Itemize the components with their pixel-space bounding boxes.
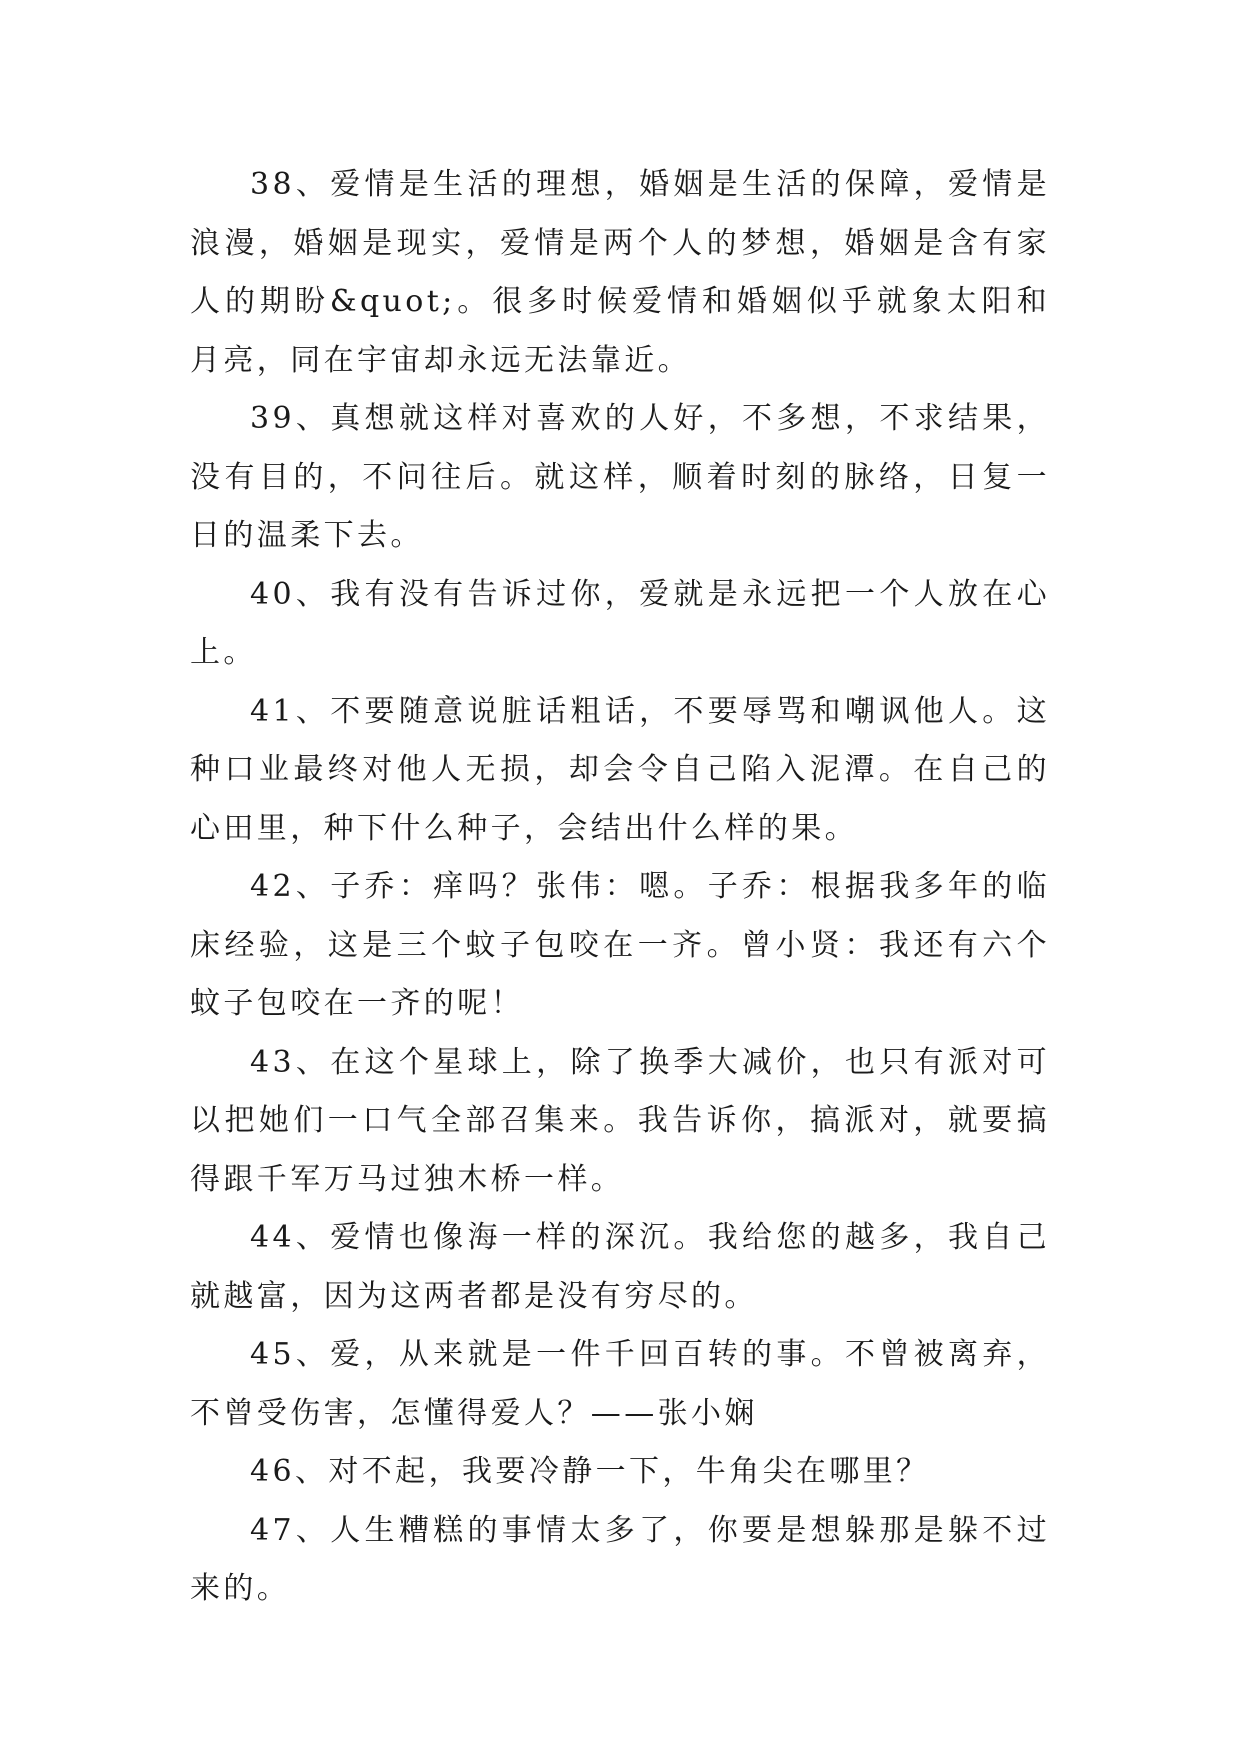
paragraph-46: 46、对不起，我要冷静一下，牛角尖在哪里？ xyxy=(250,1454,930,1489)
paragraph-47: 47、人生糟糕的事情太多了，你要是想躲那是躲不过来的。 xyxy=(190,1512,1050,1606)
paragraph-41: 41、不要随意说脏话粗话，不要辱骂和嘲讽他人。这种口业最终对他人无损，却会令自己陷入泥潭。在自己的心田里，种下什么种子，会结出什么样的果。 xyxy=(190,693,1050,846)
paragraph-45: 45、爱，从来就是一件千回百转的事。不曾被离弃，不曾受伤害，怎懂得爱人？——张小娴 xyxy=(190,1337,1050,1431)
paragraph-44: 44、爱情也像海一样的深沉。我给您的越多，我自己就越富，因为这两者都是没有穷尽的。 xyxy=(190,1220,1050,1314)
paragraph-40: 40、我有没有告诉过你，爱就是永远把一个人放在心上。 xyxy=(190,576,1050,670)
paragraph-39: 39、真想就这样对喜欢的人好，不多想，不求结果，没有目的，不问往后。就这样，顺着时刻的脉络，日复一日的温柔下去。 xyxy=(190,401,1050,553)
paragraph-43: 43、在这个星球上，除了换季大减价，也只有派对可以把她们一口气全部召集来。我告诉你，搞派对，就要搞得跟千军万马过独木桥一样。 xyxy=(190,1044,1050,1197)
paragraph-42: 42、子乔：痒吗？张伟：嗯。子乔：根据我多年的临床经验，这是三个蚊子包咬在一齐。曾小贤：我还有六个蚊子包咬在一齐的呢！ xyxy=(190,869,1050,1021)
document-body xyxy=(190,156,1050,1619)
paragraph-38: 38、爱情是生活的理想，婚姻是生活的保障，爱情是浪漫，婚姻是现实，爱情是两个人的梦想，婚姻是含有家人的期盼&quot;。很多时候爱情和婚姻似乎就象太阳和月亮，同在宇宙却永远无法靠近。 xyxy=(190,167,1050,378)
